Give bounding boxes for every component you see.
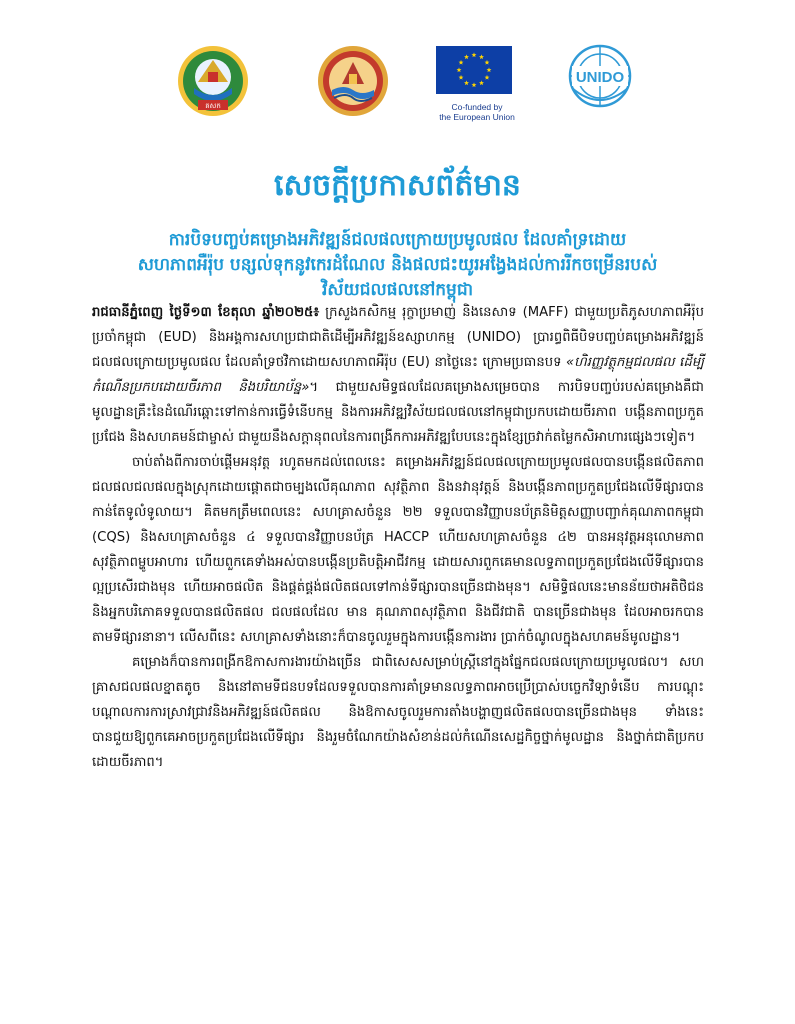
logo-bar: [0, 42, 795, 132]
paragraph-1: [92, 300, 704, 450]
subtitle-line-1: ការបិទបញ្ចប់គម្រោងអភិវឌ្ឍន៍ជលផលក្រោយប្រមូលផល ដែលគាំទ្រដោយ: [168, 230, 627, 250]
subtitle-line-2: សហភាពអឺរ៉ុប បន្សល់ទុកនូវកេរដំណែល និងផលជះយូរអង្វែងដល់ការរីកចម្រើនរបស់: [137, 255, 658, 275]
subtitle-line-3: វិស័យជលផលនៅកម្ពុជា: [321, 280, 474, 300]
eu-caption-line1: Co-funded by: [451, 102, 503, 112]
theme-title: «ហិរញ្ញវត្ថុកម្មជលផល ដើម្បីកំណើនប្រកបដោយចីរភាព និងបរិយាប័ន្ន»: [92, 355, 704, 395]
eu-logo: [436, 46, 518, 128]
ministry-emblem-logo: [176, 44, 250, 118]
press-release-body: [92, 300, 704, 775]
paragraph-3: គម្រោងក៏បានការពង្រីកឱកាសការងារយ៉ាងច្រើន ជាពិសេសសម្រាប់ស្ត្រីនៅក្នុងផ្នែកជលផលក្រោយប្រមូលផល។ សហគ្រាសជលផលខ្នាតតូច និងនៅតាមទីជនបទដែលទទួលបានការគាំទ្រមានលទ្ធភាពអាចប្រើប្រាស់បច្ចេកវិទ្យាទំនើប ការបណ្តុះបណ្តាលការការស្រាវជ្រាវនិងអភិវឌ្ឍន៍ផលិតផល និងឱកាសចូលរួមការតាំងបង្ហាញផលិតផលបានច្រើនជាងមុន ទាំងនេះបានជួយឱ្យពួកគេអាចប្រកួតប្រជែងលើទីផ្សារ និងរួមចំណែកយ៉ាងសំខាន់ដល់កំណើនសេដ្ឋកិច្ចថ្នាក់មូលដ្ឋាន និងថ្នាក់ជាតិប្រកបដោយចីរភាព។: [92, 655, 704, 770]
unido-text: UNIDO: [575, 69, 625, 86]
emblem-text: គសក: [205, 102, 221, 110]
emblem-graphic: [176, 44, 250, 118]
eu-caption-line2: the European Union: [439, 112, 515, 122]
unido-graphic: [566, 42, 634, 114]
paragraph-2: ចាប់តាំងពីការចាប់ផ្តើមអនុវត្ត រហូតមកដល់ពេលនេះ គម្រោងអភិវឌ្ឍន៍ជលផលក្រោយប្រមូលផលបានបង្កើនផលិតភាពជលផលជលផលក្នុងស្រុកដោយផ្តោតជាចម្បងលើគុណភាព សុវត្ថិភាព និងនវានុវត្តន៍ និងបង្កើនភាពប្រកួតប្រជែងលើទីផ្សារបានកាន់តែទូលំទូលាយ។ គិតមកត្រឹមពេលនេះ សហគ្រាសចំនួន ២២ ទទួលបានវិញ្ញាបនប័ត្រនិមិត្តសញ្ញាបញ្ជាក់គុណភាពកម្ពុជា (CQS) និងសហគ្រាសចំនួន ៤ ទទួលបានវិញ្ញាបនប័ត្រ HACCP ហើយសហគ្រាសចំនួន ៤២ បានអនុវត្តអនុលោមភាពសុវត្ថិភាពម្ហូបអាហារ ហើយពួកគេទាំងអស់បានបង្កើនប្រតិបត្តិអាជីវកម្ម ដោយសារពួកគេមានលទ្ធភាពប្រកួតប្រជែងលើទីផ្សារបានល្អប្រសើរជាងមុន ហើយអាចផលិត និងផ្គត់ផ្គង់ផលិតផលទៅកាន់ទីផ្សារបានច្រើនជាងមុន។ សមិទ្ធិផលនេះមានន័យថាអតិថិជន និងអ្នកបរិភោគទទួលបានផលិតផល ជលផលដែល មាន គុណភាពសុវត្ថិភាព និងជីវជាតិ បានច្រើនជាងមុន ដែលអាចរកបានតាមទីផ្សារនានា។ លើសពីនេះ សហគ្រាសទាំងនោះក៏បានចូលរួមក្នុងការបង្កើនការងារ ប្រាក់ចំណូលក្នុងសហគមន៍មូលដ្ឋាន។: [92, 455, 704, 645]
fisheries-emblem-logo: [316, 44, 390, 118]
fisheries-graphic: [316, 44, 390, 118]
unido-logo: [566, 42, 634, 114]
subtitle: [110, 228, 685, 303]
paragraph-1-text-b: ។ ជាមួយសមិទ្ធផលដែលគម្រោងសម្រេចបាន ការបិទបញ្ចប់របស់គម្រោងគឺជាមូលដ្ឋានគ្រឹះនៃដំណើរឆ្ពោះទៅកាន់ការធ្វើទំនើបកម្ម និងការអភិវឌ្ឍវិស័យជលផលនៅកម្ពុជាប្រកបដោយចីរភាព បង្កើនភាពប្រកួតប្រជែង និងសហគមន៍ជាម្ចាស់ ជាមួយនឹងសក្តានុពលនៃការពង្រីកការអភិវឌ្ឍបែបនេះក្នុងខ្សែច្រវាក់តម្លៃកសិអាហារផ្សេងៗទៀត។: [92, 380, 704, 445]
dateline: រាជធានីភ្នំពេញ ថ្ងៃទី១៣ ខែតុលា ឆ្នាំ២០២៥៖: [92, 305, 320, 320]
eu-flag-graphic: [436, 46, 512, 94]
paragraph-1-text-a: ក្រសួងកសិកម្ម រុក្ខាប្រមាញ់ និងនេសាទ (MAFF) ជាមួយប្រតិភូសហភាពអឺរ៉ុបប្រចាំកម្ពុជា (EUD) និងអង្គការសហប្រជាជាតិដើម្បីអភិវឌ្ឍន៍ឧស្សាហកម្ម (UNIDO) ប្រារព្ធពិធីបិទបញ្ចប់គម្រោងអភិវឌ្ឍន៍ជលផលក្រោយប្រមូលផល ដែលគាំទ្រថវិកាដោយសហភាពអឺរ៉ុប (EU) នាថ្ងៃនេះ ក្រោមប្រធានបទ: [92, 305, 704, 370]
page-title: សេចក្តីប្រកាសព័ត៌មាន: [274, 168, 521, 203]
